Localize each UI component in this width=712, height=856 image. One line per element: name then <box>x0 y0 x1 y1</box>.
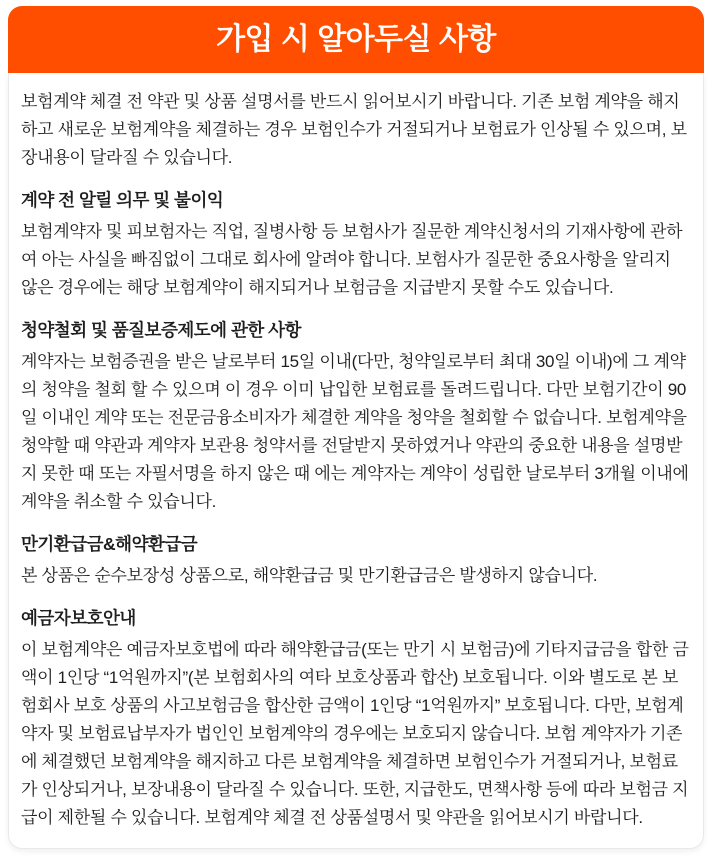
page-title: 가입 시 알아두실 사항 <box>216 22 496 56</box>
section-heading-withdrawal: 청약철회 및 품질보증제도에 관한 사항 <box>21 320 301 340</box>
section-body-disclosure-duty: 보험계약자 및 피보험자는 직업, 질병사항 등 보험사가 질문한 계약신청서의 기재사항에 관하여 아는 사실을 빠짐없이 그대로 회사에 알려야 합니다. 보험사가 질문한 중요사항을 알리지 않은 경우에는 해당 보험계약이 해지되거나 보험금을 지급받지 못할 수도 있습니다. <box>21 222 683 297</box>
section-heading-disclosure-duty: 계약 전 알릴 의무 및 불이익 <box>21 190 224 210</box>
section-heading-depositor-protection: 예금자보호안내 <box>21 608 136 628</box>
section-body-withdrawal: 계약자는 보험증권을 받은 날로부터 15일 이내(다만, 청약일로부터 최대 30일 이내)에 그 계약의 청약을 철회 할 수 있으며 이 경우 이미 납입한 보험료를 돌려드립니다. 다만 보험기간이 90일 이내인 계약 또는 전문금융소비자가 체결한 계약을 청약을 철회할 수 없습니다. 보험계약을 청약할 때 약관과 계약자 보관용 청약서를 전달받지 못하였거나 약관의 중요한 내용을 설명받지 못한 때 또는 자필서명을 하지 않은 때 에는 계약자는 계약이 성립한 날로부터 3개월 이내에 계약을 취소할 수 있습니다. <box>21 352 689 511</box>
notice-banner <box>8 6 704 73</box>
section-body-depositor-protection: 이 보험계약은 예금자보호법에 따라 해약환급금(또는 만기 시 보험금)에 기타지급금을 합한 금액이 1인당 “1억원까지”(본 보험회사의 여타 보호상품과 합산) 보호됩니다. 이와 별도로 본 보험회사 보호 상품의 사고보험금을 합산한 금액이 1인당 “1억원까지” 보호됩니다. 다만, 보험계약자 및 보험료납부자가 법인인 보험계약의 경우에는 보호되지 않습니다. 보험 계약자가 기존에 체결했던 보험계약을 해지하고 다른 보험계약을 체결하면 보험인수가 거절되거나, 보험료가 인상되거나, 보장내용이 달라질 수 있습니다. 또한, 지급한도, 면책사항 등에 따라 보험금 지급이 제한될 수 있습니다. 보험계약 체결 전 상품설명서 및 약관을 읽어보시기 바랍니다. <box>21 640 689 827</box>
section-heading-refund: 만기환급금&해약환급금 <box>21 534 198 554</box>
intro-paragraph: 보험계약 체결 전 약관 및 상품 설명서를 반드시 읽어보시기 바랍니다. 기존 보험 계약을 해지하고 새로운 보험계약을 체결하는 경우 보험인수가 거절되거나 보험료가 인상될 수 있으며, 보장내용이 달라질 수 있습니다. <box>21 92 687 167</box>
notice-card <box>8 6 704 849</box>
notice-content <box>8 73 704 849</box>
section-body-refund: 본 상품은 순수보장성 상품으로, 해약환급금 및 만기환급금은 발생하지 않습니다. <box>21 566 598 585</box>
